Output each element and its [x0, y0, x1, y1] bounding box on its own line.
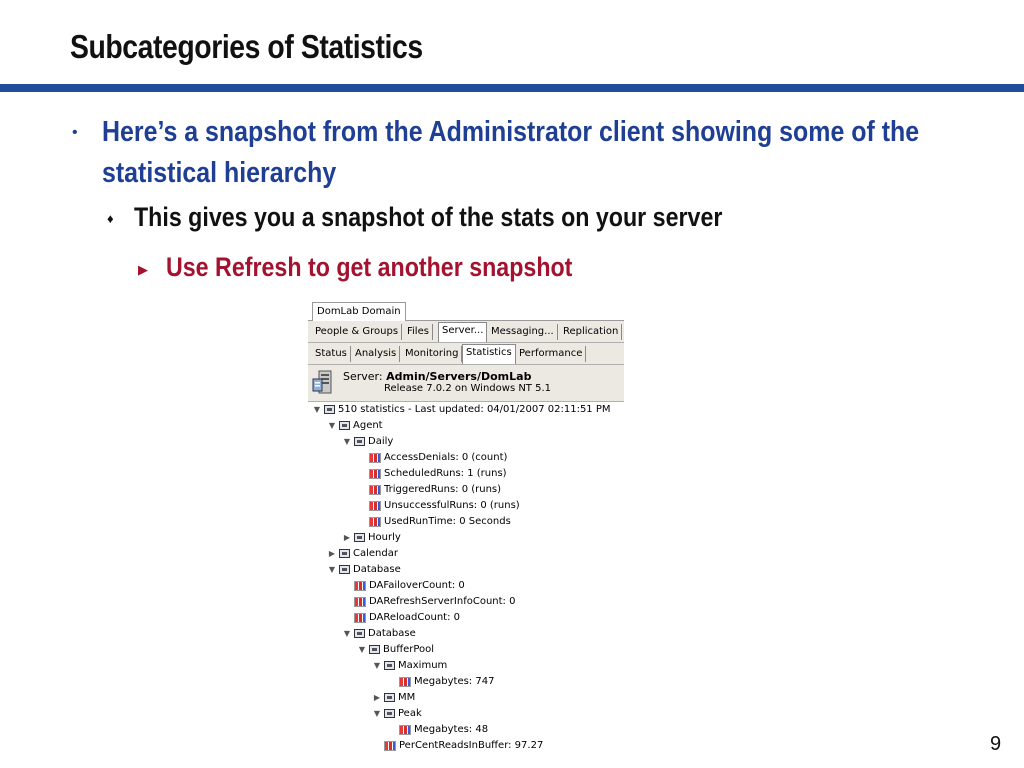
tree-node-label: Peak: [398, 708, 422, 719]
tree-node[interactable]: [342, 578, 465, 594]
tree-node[interactable]: [372, 706, 422, 722]
tree-node[interactable]: [357, 498, 520, 514]
diamond-bullet-icon: ♦: [107, 211, 114, 226]
tree-node-label: Daily: [368, 436, 394, 447]
page-number: 9: [990, 733, 1002, 755]
tab-people-groups[interactable]: People & Groups: [312, 324, 402, 340]
tab-status[interactable]: Status: [312, 346, 351, 362]
tree-node[interactable]: [327, 562, 401, 578]
statistic-bar-icon: [369, 453, 381, 463]
tree-node[interactable]: [342, 610, 460, 626]
tree-node-label: Agent: [353, 420, 383, 431]
tree-node-label: BufferPool: [383, 644, 435, 655]
category-folder-icon: [354, 533, 365, 542]
bullet-level2: This gives you a snapshot of the stats on your server: [134, 202, 723, 232]
tree-node-label: TriggeredRuns: 0 (runs): [384, 484, 502, 495]
tree-node-label: DAFailoverCount: 0: [369, 580, 465, 591]
tab-monitoring[interactable]: Monitoring: [402, 346, 462, 362]
category-folder-icon: [339, 549, 350, 558]
tab-domlab-domain[interactable]: DomLab Domain: [312, 302, 406, 321]
statistic-bar-icon: [354, 581, 366, 591]
tree-node[interactable]: [357, 514, 511, 530]
expanded-toggle-icon[interactable]: ▼: [313, 405, 321, 414]
tree-node[interactable]: [372, 690, 415, 706]
category-folder-icon: [354, 629, 365, 638]
triangle-bullet-icon: ▶: [138, 262, 148, 277]
tree-node[interactable]: [327, 546, 398, 562]
tree-node[interactable]: [372, 658, 447, 674]
statistic-bar-icon: [369, 517, 381, 527]
slide-title: Subcategories of Statistics: [70, 28, 423, 65]
tab-files[interactable]: Files: [404, 324, 433, 340]
expanded-toggle-icon[interactable]: ▼: [343, 629, 351, 638]
tree-node[interactable]: [357, 642, 434, 658]
tree-node[interactable]: [357, 482, 501, 498]
expanded-toggle-icon[interactable]: ▼: [328, 421, 336, 430]
server-sub-tab-bar: [308, 343, 624, 365]
tab-statistics[interactable]: Statistics: [462, 344, 516, 364]
tree-node[interactable]: [342, 530, 401, 546]
server-label: Server:: [343, 370, 383, 383]
category-folder-icon: [384, 661, 395, 670]
category-folder-icon: [324, 405, 335, 414]
tree-node-label: Megabytes: 48: [414, 724, 489, 735]
title-divider: [0, 84, 1024, 92]
server-info-bar: [308, 365, 624, 402]
bullet-level3: Use Refresh to get another snapshot: [166, 252, 573, 282]
tab-replication[interactable]: Replication: [560, 324, 622, 340]
tree-node[interactable]: [342, 626, 416, 642]
tree-node[interactable]: [327, 418, 383, 434]
server-name: Admin/Servers/DomLab: [386, 370, 532, 383]
tree-node[interactable]: [357, 466, 507, 482]
category-folder-icon: [354, 437, 365, 446]
statistic-bar-icon: [354, 597, 366, 607]
category-folder-icon: [339, 565, 350, 574]
tree-node[interactable]: [387, 722, 488, 738]
server-icon: [312, 369, 336, 395]
tree-node[interactable]: [342, 594, 515, 610]
tree-node-label: Hourly: [368, 532, 401, 543]
tree-node-label: ScheduledRuns: 1 (runs): [384, 468, 507, 479]
tree-node-label: Maximum: [398, 660, 448, 671]
server-release: Release 7.0.2 on Windows NT 5.1: [384, 383, 551, 394]
tree-node-label: 510 statistics - Last updated: 04/01/2007 02:11:51 PM: [338, 404, 611, 415]
tab-analysis[interactable]: Analysis: [352, 346, 400, 362]
tree-node[interactable]: [342, 434, 393, 450]
expanded-toggle-icon[interactable]: ▼: [358, 645, 366, 654]
expanded-toggle-icon[interactable]: ▼: [328, 565, 336, 574]
expanded-toggle-icon[interactable]: ▼: [373, 661, 381, 670]
tree-node[interactable]: [387, 674, 494, 690]
main-tab-bar: [308, 321, 624, 343]
collapsed-toggle-icon[interactable]: ▶: [343, 533, 351, 542]
tree-node-label: AccessDenials: 0 (count): [384, 452, 508, 463]
domain-tab-bar: [308, 298, 624, 321]
tree-node-label: Database: [353, 564, 401, 575]
admin-client-screenshot: [308, 298, 624, 760]
tab-performance[interactable]: Performance: [516, 346, 586, 362]
tree-node[interactable]: [312, 402, 611, 418]
statistic-bar-icon: [369, 485, 381, 495]
tab-server[interactable]: Server...: [438, 322, 487, 342]
tree-node[interactable]: [372, 738, 543, 754]
tree-node[interactable]: [357, 450, 507, 466]
statistic-bar-icon: [369, 501, 381, 511]
bullet-dot-icon: •: [72, 124, 78, 141]
tree-node-label: PerCentReadsInBuffer: 97.27: [399, 740, 544, 751]
tree-node-label: Database: [368, 628, 416, 639]
tree-node-label: MM: [398, 692, 416, 703]
bullet-level1: Here’s a snapshot from the Administrator client showing some of the statistical hierarchy: [102, 116, 920, 189]
statistic-bar-icon: [354, 613, 366, 623]
tree-node-label: UsedRunTime: 0 Seconds: [384, 516, 511, 527]
collapsed-toggle-icon[interactable]: ▶: [373, 693, 381, 702]
statistic-bar-icon: [399, 725, 411, 735]
tree-node-label: Calendar: [353, 548, 398, 559]
category-folder-icon: [339, 421, 350, 430]
category-folder-icon: [384, 693, 395, 702]
tree-node-label: DAReloadCount: 0: [369, 612, 460, 623]
tree-node-label: DARefreshServerInfoCount: 0: [369, 596, 516, 607]
tree-node-label: UnsuccessfulRuns: 0 (runs): [384, 500, 520, 511]
expanded-toggle-icon[interactable]: ▼: [343, 437, 351, 446]
statistic-bar-icon: [399, 677, 411, 687]
tree-node-label: Megabytes: 747: [414, 676, 495, 687]
statistic-bar-icon: [384, 741, 396, 751]
collapsed-toggle-icon[interactable]: ▶: [328, 549, 336, 558]
expanded-toggle-icon[interactable]: ▼: [373, 709, 381, 718]
category-folder-icon: [384, 709, 395, 718]
tab-messaging[interactable]: Messaging...: [488, 324, 558, 340]
category-folder-icon: [369, 645, 380, 654]
statistic-bar-icon: [369, 469, 381, 479]
